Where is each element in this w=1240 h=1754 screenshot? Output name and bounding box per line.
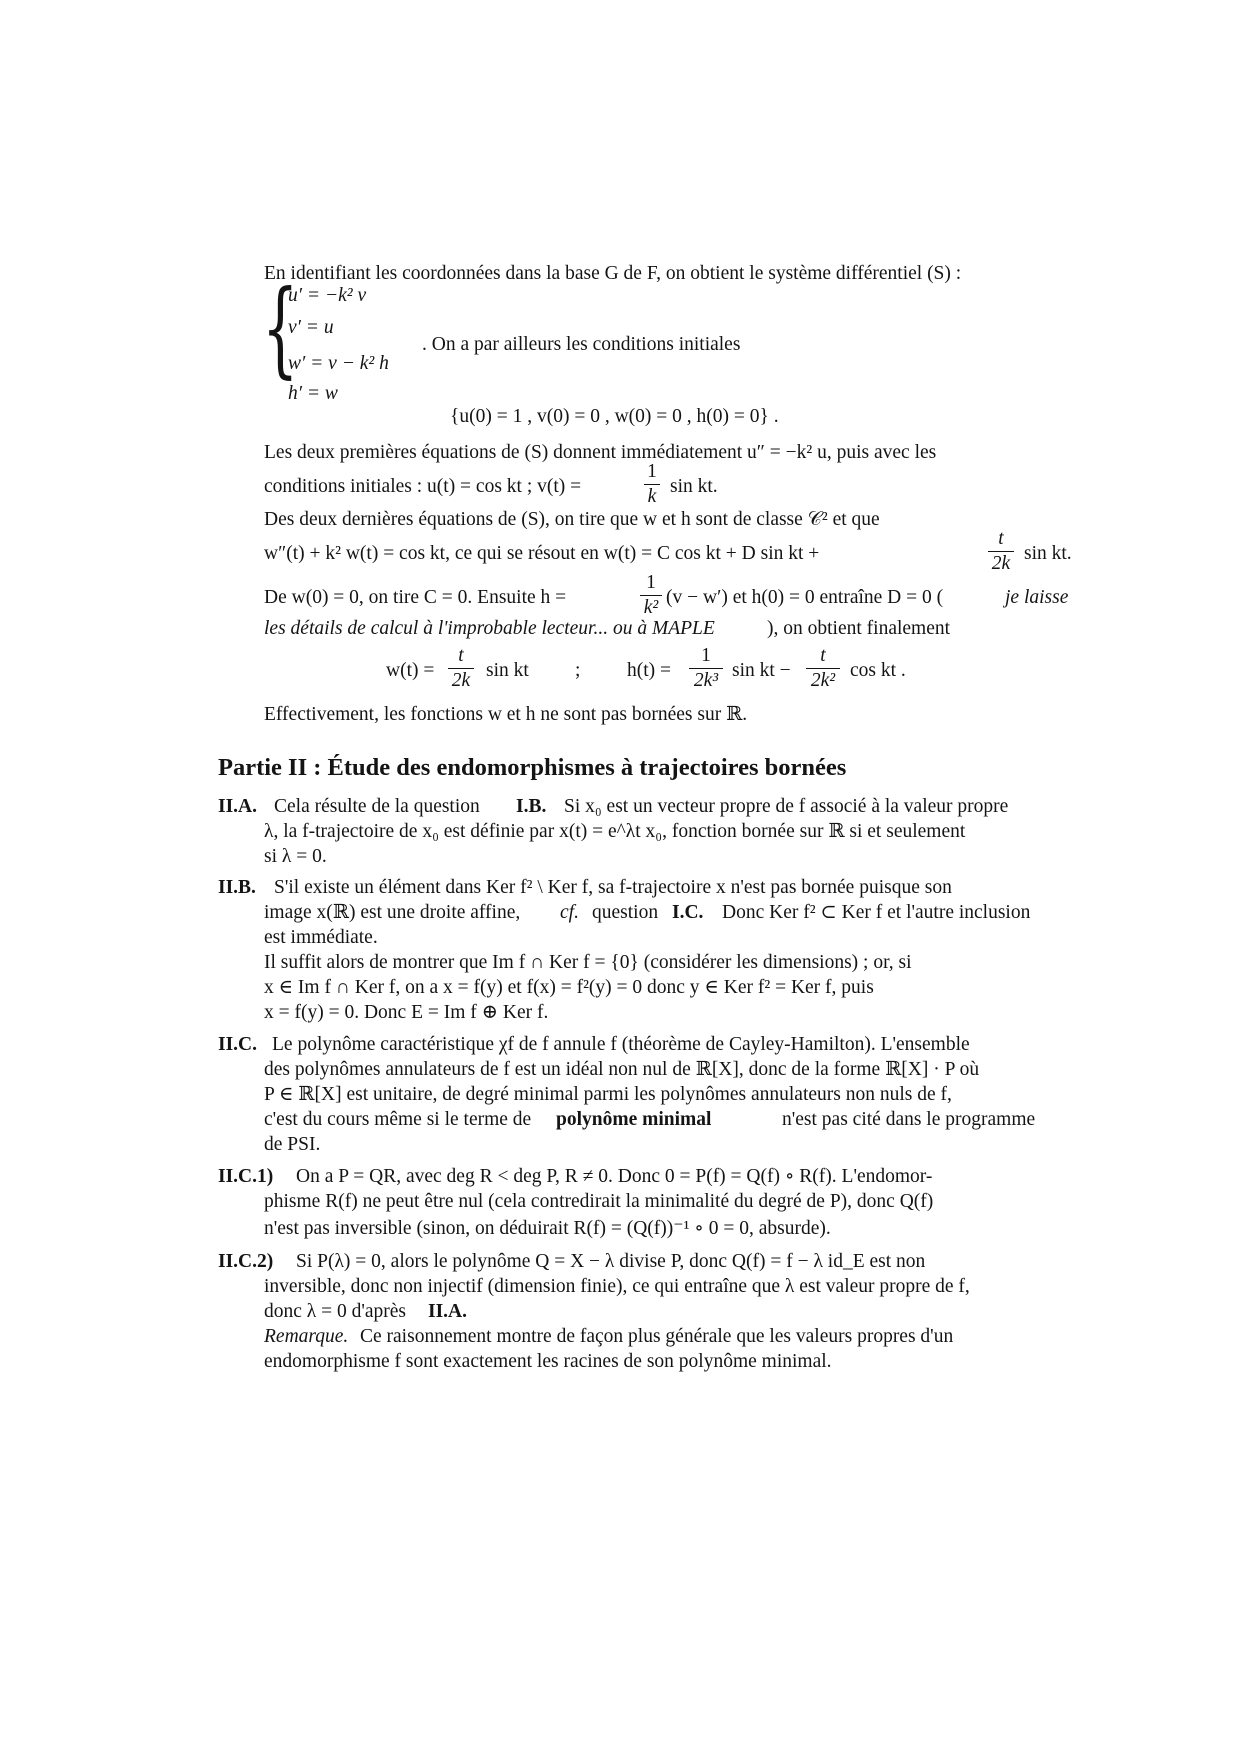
fraction-denominator: 2k bbox=[991, 553, 1011, 574]
IIC-line2: des polynômes annulateurs de f est un idéal non nul de ℝ[X], donc de la forme ℝ[X] · P où bbox=[264, 1059, 980, 1080]
formula-separator: ; bbox=[575, 660, 581, 681]
fraction-denominator: 2k³ bbox=[693, 670, 719, 691]
IIC2-line3a: donc λ = 0 d'après bbox=[264, 1301, 407, 1322]
IIB-line3: est immédiate. bbox=[264, 927, 378, 948]
IIB-line5: x ∈ Im f ∩ Ker f, on a x = f(y) et f(x) = f²(y) = 0 donc y ∈ Ker f² = Ker f, puis bbox=[264, 977, 874, 998]
formula-w-rhs: sin kt bbox=[486, 660, 529, 681]
fraction-numerator: t bbox=[458, 645, 464, 666]
formula-h-lhs: h(t) = bbox=[627, 660, 672, 681]
IIC1-line3: n'est pas inversible (sinon, on déduirait R(f) = (Q(f))⁻¹ ∘ 0 = 0, absurde). bbox=[264, 1218, 831, 1239]
section-label-IIA: II.A. bbox=[218, 796, 258, 817]
fraction-numerator: 1 bbox=[647, 461, 657, 482]
IIC-line3: P ∈ ℝ[X] est unitaire, de degré minimal parmi les polynômes annulateurs non nuls de f, bbox=[264, 1084, 952, 1105]
formula-h-rhs: cos kt . bbox=[850, 660, 906, 681]
fraction-denominator: 2k bbox=[451, 670, 471, 691]
IIC2-line5: endomorphisme f sont exactement les racines de son polynôme minimal. bbox=[264, 1351, 832, 1372]
IIA-line1a: Cela résulte de la question bbox=[274, 796, 480, 817]
system-eq-2: v′ = u bbox=[288, 317, 334, 338]
IIB-line1: S'il existe un élément dans Ker f² \ Ker f, sa f-trajectoire x n'est pas bornée puisque son bbox=[274, 877, 952, 898]
part2-heading: Partie II : Étude des endomorphismes à trajectoires bornées bbox=[218, 754, 847, 781]
IIC-line4c: n'est pas cité dans le programme bbox=[782, 1109, 1036, 1130]
fraction-numerator: 1 bbox=[646, 572, 656, 593]
initial-conditions: {u(0) = 1 , v(0) = 0 , w(0) = 0 , h(0) = 0} . bbox=[450, 406, 779, 427]
IIB-ref: I.C. bbox=[672, 902, 704, 923]
fraction-denominator: k² bbox=[643, 597, 659, 618]
system-eq-4: h′ = w bbox=[288, 383, 338, 404]
IIB-line2a: image x(ℝ) est une droite affine, bbox=[264, 902, 521, 923]
section-label-IIC: II.C. bbox=[218, 1034, 258, 1055]
paragraph1-line2b: sin kt. bbox=[670, 476, 718, 497]
section-label-IIB: II.B. bbox=[218, 877, 256, 898]
formula-h-fraction-2 bbox=[806, 645, 840, 692]
intro-line: En identifiant les coordonnées dans la base G de F, on obtient le système différentiel (S) : bbox=[264, 263, 962, 284]
IIC2-remark-label: Remarque. bbox=[264, 1326, 349, 1347]
paragraph1-line1: Les deux premières équations de (S) donnent immédiatement u″ = −k² u, puis avec les bbox=[264, 442, 937, 463]
fraction-t-over-2k bbox=[988, 528, 1014, 575]
paragraph1-line2a: conditions initiales : u(t) = cos kt ; v(t) = bbox=[264, 476, 582, 497]
paragraph2-line2a: w″(t) + k² w(t) = cos kt, ce qui se résout en w(t) = C cos kt + D sin kt + bbox=[264, 543, 820, 564]
IIA-line1b: Si x₀ est un vecteur propre de f associé à la valeur propre bbox=[564, 796, 1009, 817]
paragraph3-line1a: De w(0) = 0, on tire C = 0. Ensuite h = bbox=[264, 587, 567, 608]
formula-h-fraction-1 bbox=[689, 645, 723, 692]
IIC2-line1: Si P(λ) = 0, alors le polynôme Q = X − λ divise P, donc Q(f) = f − λ id_E est non bbox=[296, 1251, 926, 1272]
paragraph3-line2b: ), on obtient finalement bbox=[767, 618, 951, 639]
IIC2-ref: II.A. bbox=[428, 1301, 468, 1322]
fraction-numerator: 1 bbox=[701, 645, 711, 666]
formula-h-mid: sin kt − bbox=[732, 660, 791, 681]
system-after-text: . On a par ailleurs les conditions initiales bbox=[422, 334, 741, 355]
system-eq-3: w′ = v − k² h bbox=[288, 353, 389, 374]
formula-w-fraction bbox=[448, 645, 474, 692]
IIC2-line4b: Ce raisonnement montre de façon plus générale que les valeurs propres d'un bbox=[360, 1326, 954, 1347]
IIC2-line2: inversible, donc non injectif (dimension finie), ce qui entraîne que λ est valeur propre de f, bbox=[264, 1276, 970, 1297]
fraction-denominator: 2k² bbox=[810, 670, 836, 691]
IIC1-line1: On a P = QR, avec deg R < deg P, R ≠ 0. Donc 0 = P(f) = Q(f) ∘ R(f). L'endomor- bbox=[296, 1166, 933, 1187]
fraction-1-over-k bbox=[644, 461, 660, 508]
conclusion-line: Effectivement, les fonctions w et h ne sont pas bornées sur ℝ. bbox=[264, 704, 748, 725]
IIA-line2: λ, la f-trajectoire de x₀ est définie par x(t) = e^λt x₀, fonction bornée sur ℝ si et seulement bbox=[264, 821, 966, 842]
fraction-numerator: t bbox=[998, 528, 1004, 549]
fraction-numerator: t bbox=[820, 645, 826, 666]
fraction-1-over-k2 bbox=[640, 572, 662, 619]
IIC1-line2: phisme R(f) ne peut être nul (cela contredirait la minimalité du degré de P), donc Q(f) bbox=[264, 1191, 934, 1212]
IIC-term-polynome-minimal: polynôme minimal bbox=[556, 1109, 712, 1130]
system-eq-1: u′ = −k² v bbox=[288, 285, 367, 306]
IIC-line1: Le polynôme caractéristique χf de f annule f (théorème de Cayley-Hamilton). L'ensemble bbox=[272, 1034, 970, 1055]
IIB-line4: Il suffit alors de montrer que Im f ∩ Ker f = {0} (considérer les dimensions) ; or, si bbox=[264, 952, 912, 973]
IIB-line6: x = f(y) = 0. Donc E = Im f ⊕ Ker f. bbox=[264, 1002, 549, 1023]
system-brace: { bbox=[262, 267, 299, 389]
formula-w-lhs: w(t) = bbox=[386, 660, 435, 681]
section-label-IIC1: II.C.1) bbox=[218, 1166, 274, 1187]
IIB-line2-cf: cf. bbox=[560, 902, 579, 923]
paragraph3-line1b: (v − w′) et h(0) = 0 entraîne D = 0 ( bbox=[666, 587, 944, 608]
IIA-ref: I.B. bbox=[516, 796, 547, 817]
IIA-line3: si λ = 0. bbox=[264, 846, 327, 867]
IIC-line5: de PSI. bbox=[264, 1134, 321, 1155]
paragraph3-line1c: je laisse bbox=[1005, 587, 1069, 608]
paragraph2-line2b: sin kt. bbox=[1024, 543, 1072, 564]
paragraph3-line2a: les détails de calcul à l'improbable lecteur... ou à MAPLE bbox=[264, 618, 715, 639]
IIB-line2b: question bbox=[592, 902, 659, 923]
section-label-IIC2: II.C.2) bbox=[218, 1251, 274, 1272]
IIC-line4a: c'est du cours même si le terme de bbox=[264, 1109, 532, 1130]
paragraph2-line1: Des deux dernières équations de (S), on tire que w et h sont de classe 𝒞² et que bbox=[264, 509, 880, 530]
fraction-denominator: k bbox=[647, 486, 657, 507]
IIB-line2c: Donc Ker f² ⊂ Ker f et l'autre inclusion bbox=[722, 902, 1031, 923]
